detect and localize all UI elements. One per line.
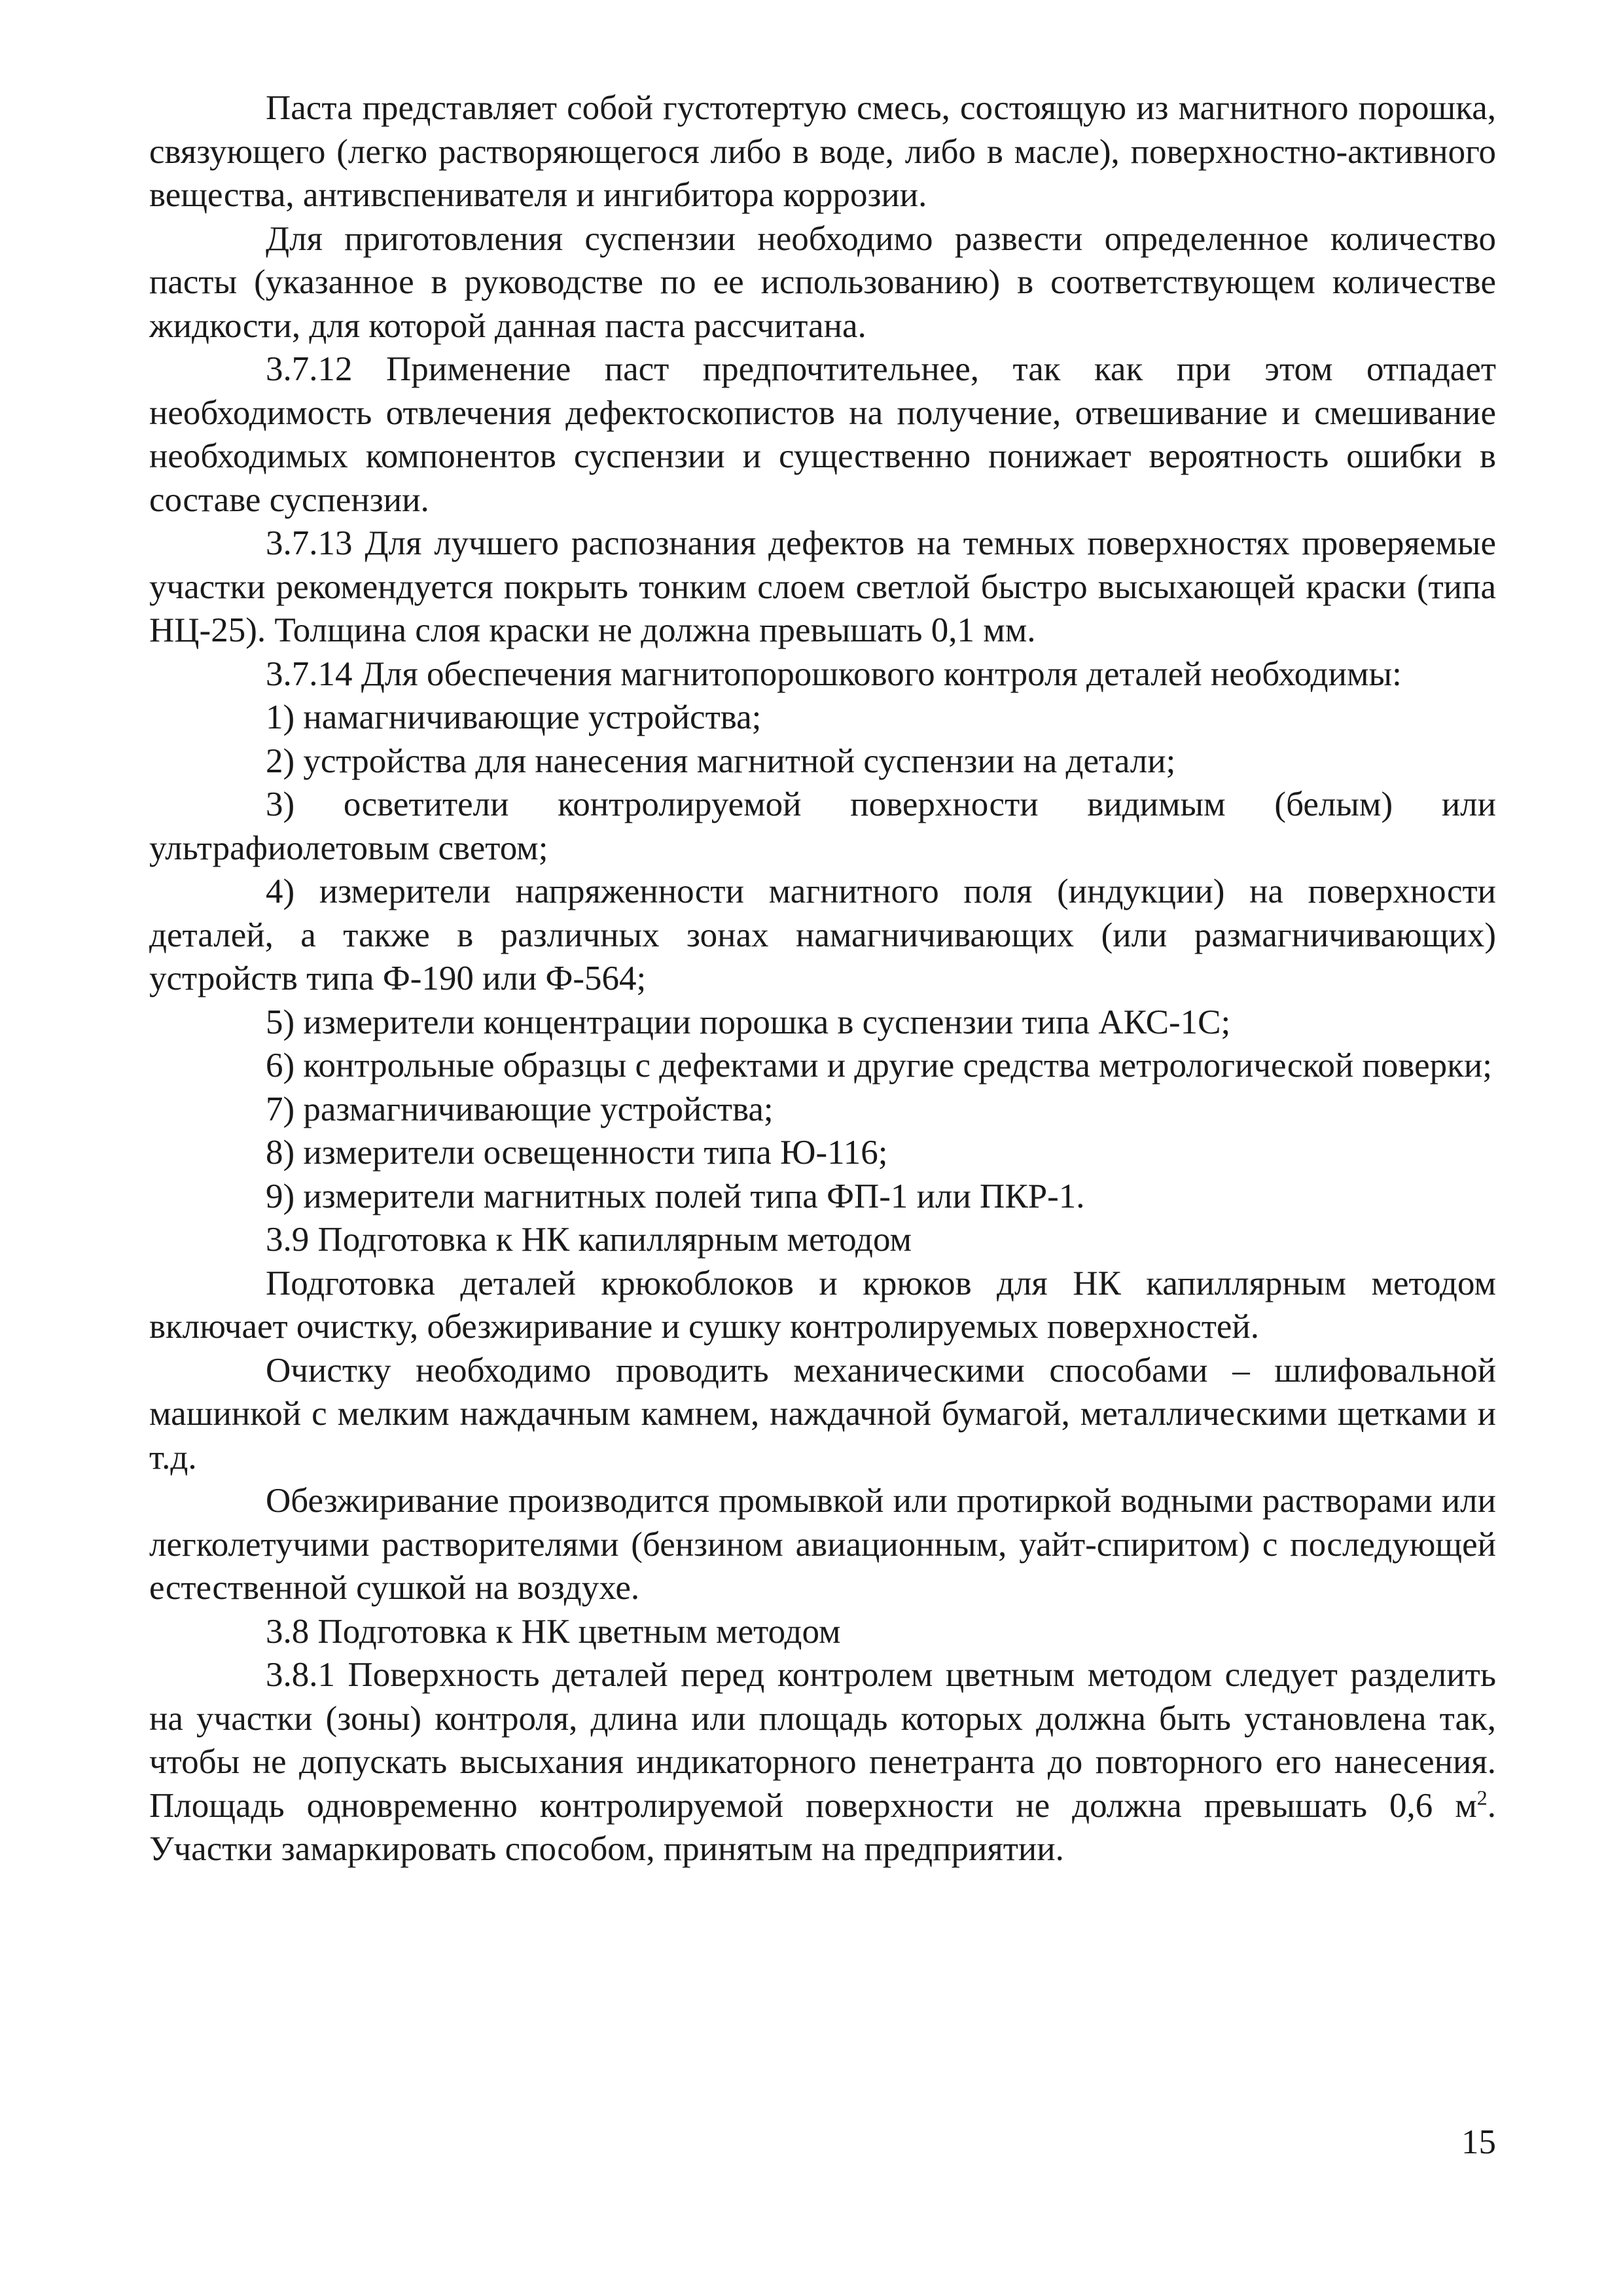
paragraph-cleaning: Очистку необходимо проводить механическими способами – шлифовальной машинкой с мелким наждачным камнем, наждачной бумагой, металлическими щетками и т.д.	[149, 1351, 1496, 1477]
document-body	[149, 86, 1496, 1871]
superscript-exponent: 2	[1476, 1785, 1488, 1809]
paragraph-3-7-12: 3.7.12 Применение паст предпочтительнее, так как при этом отпадает необходимость отвлечения дефектоскопистов на получение, отвешивание и смешивание необходимых компонентов суспензии и существенно понижает вероятность ошибки в составе суспензии.	[149, 350, 1496, 519]
list-item-2: 2) устройства для нанесения магнитной суспензии на детали;	[266, 742, 1176, 780]
list-item-3: 3) осветители контролируемой поверхности видимым (белым) или ультрафиолетовым светом;	[149, 785, 1496, 867]
list-item-1: 1) намагничивающие устройства;	[266, 698, 762, 736]
section-heading-3-8: 3.8 Подготовка к НК цветным методом	[266, 1612, 841, 1651]
paragraph-3-8-1	[149, 1653, 1496, 1871]
paragraph-suspension-preparation: Для приготовления суспензии необходимо развести определенное количество пасты (указанное в руководстве по ее использованию) в соответствующем количестве жидкости, для которой данная паста рассчитана.	[149, 219, 1496, 345]
list-item-5: 5) измерители концентрации порошка в суспензии типа АКС-1С;	[266, 1003, 1231, 1041]
list-item-6: 6) контрольные образцы с дефектами и другие средства метрологической поверки;	[266, 1047, 1492, 1085]
paragraph-3-8-1-text: 3.8.1 Поверхность деталей перед контролем цветным методом следует разделить на участки (зоны) контроля, длина или площадь которых должна быть установлена так, чтобы не допускать высыхания индикаторного пенетранта до повторного его нанесения. Площадь одновременно контролируемой поверхности не должна превышать 0,6 м	[149, 1656, 1496, 1825]
paragraph-degreasing: Обезжиривание производится промывкой или протиркой водными растворами или легколетучими растворителями (бензином авиационным, уайт-спиритом) с последующей естественной сушкой на воздухе.	[149, 1482, 1496, 1607]
section-heading-3-9: 3.9 Подготовка к НК капиллярным методом	[266, 1221, 912, 1259]
paragraph-3-8-1-tail: . Участки замаркировать способом, принятым на предприятии.	[149, 1786, 1496, 1868]
paragraph-3-7-14: 3.7.14 Для обеспечения магнитопорошкового контроля деталей необходимы:	[266, 655, 1402, 693]
list-item-8: 8) измерители освещенности типа Ю-116;	[266, 1134, 888, 1172]
paragraph-capillary-preparation: Подготовка деталей крюкоблоков и крюков для НК капиллярным методом включает очистку, обезжиривание и сушку контролируемых поверхностей.	[149, 1264, 1496, 1346]
page-number: 15	[1461, 2123, 1496, 2161]
list-item-7: 7) размагничивающие устройства;	[266, 1090, 774, 1128]
paragraph-3-7-13: 3.7.13 Для лучшего распознания дефектов на темных поверхностях проверяемые участки рекомендуется покрыть тонким слоем светлой быстро высыхающей краски (типа НЦ-25). Толщина слоя краски не должна превышать 0,1 мм.	[149, 524, 1496, 649]
list-item-9: 9) измерители магнитных полей типа ФП-1 или ПКР-1.	[266, 1177, 1085, 1215]
list-item-4: 4) измерители напряженности магнитного поля (индукции) на поверхности деталей, а также в различных зонах намагничивающих (или размагничивающих) устройств типа Ф-190 или Ф-564;	[149, 872, 1496, 997]
paragraph-paste-description: Паста представляет собой густотертую смесь, состоящую из магнитного порошка, связующего (легко растворяющегося либо в воде, либо в масле), поверхностно-активного вещества, антивспенивателя и ингибитора коррозии.	[149, 89, 1496, 214]
